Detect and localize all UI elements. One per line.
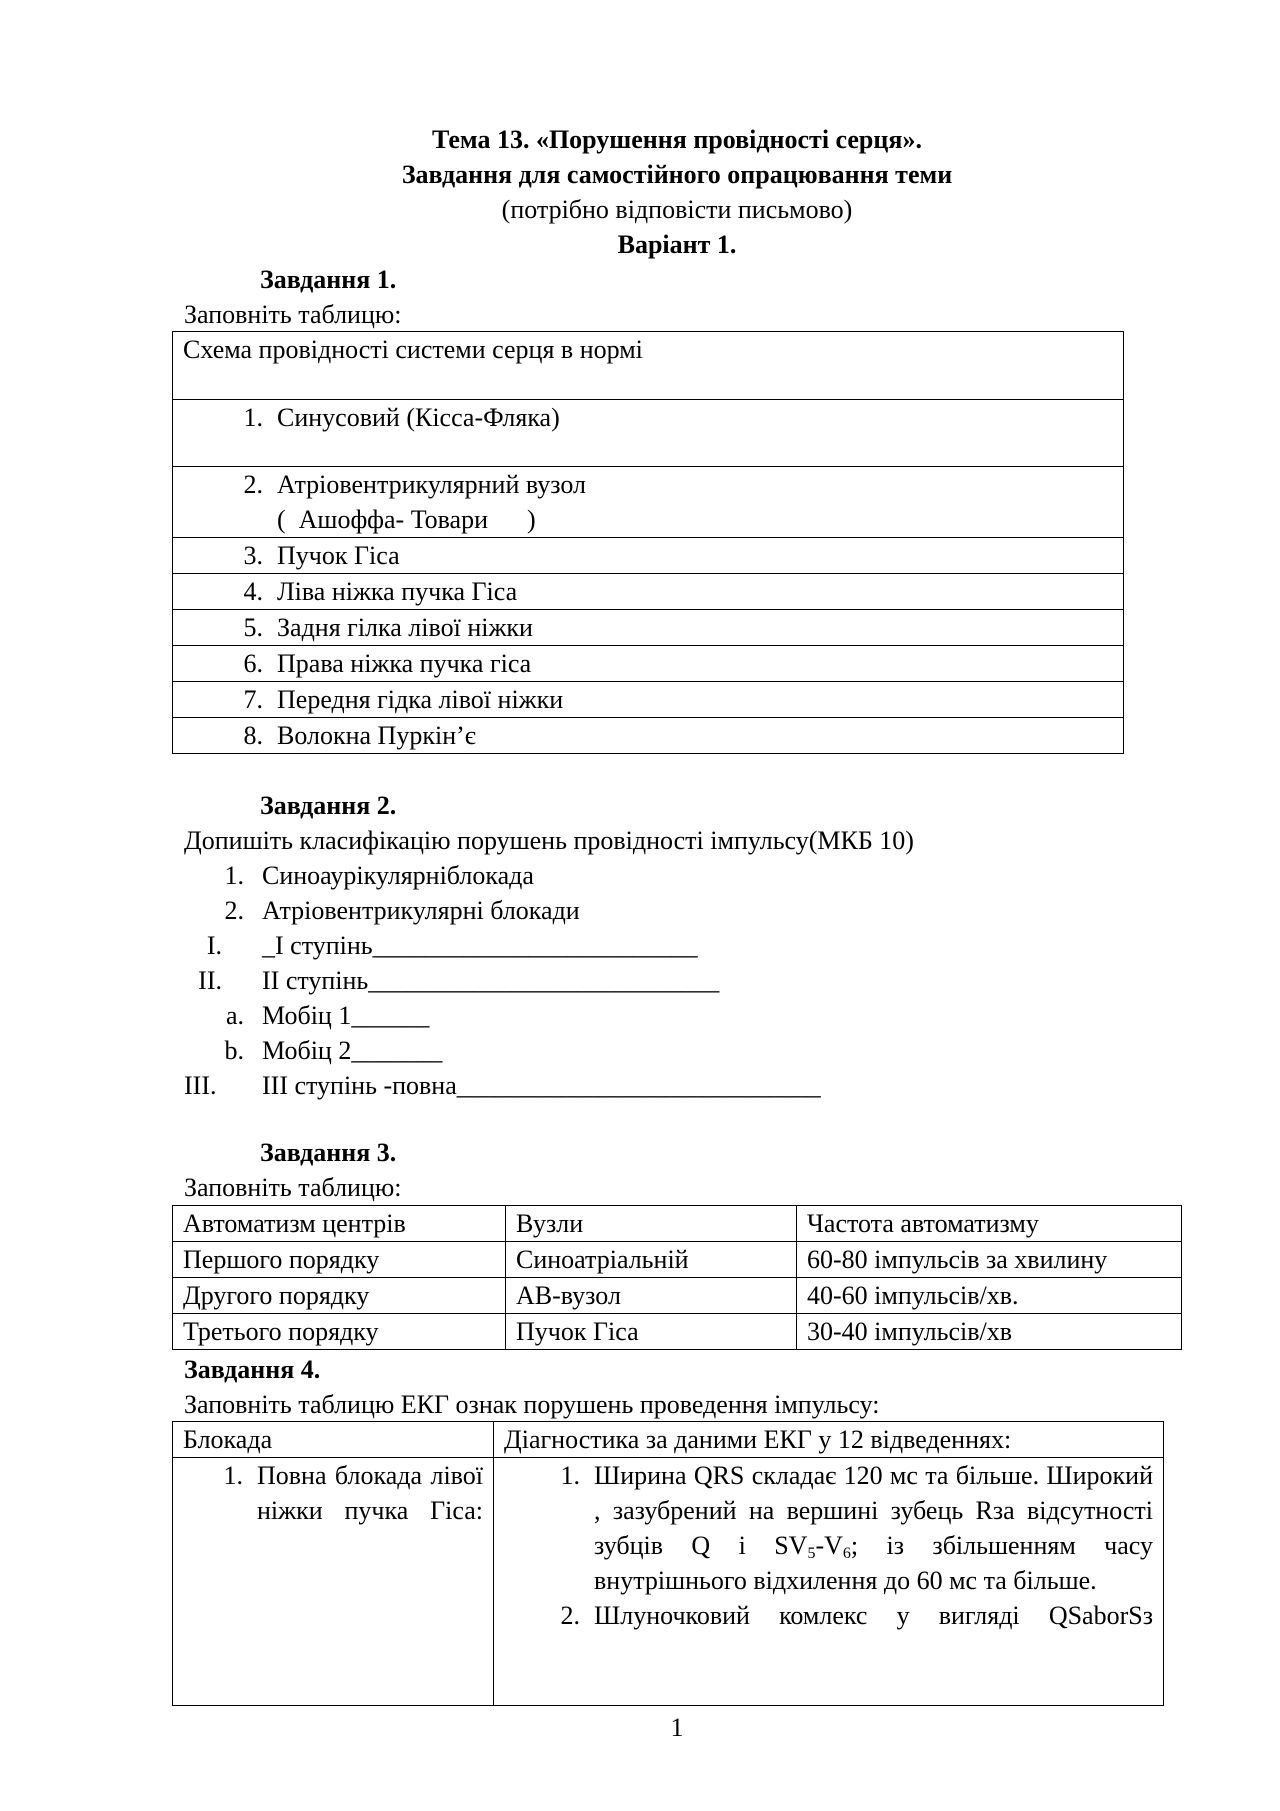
task1-table-header: Схема провідності системи серця в нормі bbox=[173, 332, 1124, 400]
list-item: 1. Синоаурікулярніблокада bbox=[224, 861, 534, 890]
column-header: Вузли bbox=[506, 1206, 797, 1242]
column-header: Автоматизм центрів bbox=[173, 1206, 506, 1242]
assignment-note: (потрібно відповісти письмово) bbox=[501, 195, 853, 224]
table-row bbox=[173, 610, 1124, 646]
variant-title: Варіант 1. bbox=[617, 230, 737, 259]
page-number: 1 bbox=[670, 1713, 684, 1742]
task3-table bbox=[172, 1205, 1182, 1350]
task2-instruction: Допишіть класифікацію порушень провідності імпульсу(МКБ 10) bbox=[184, 826, 914, 855]
table-row: Другого порядку АВ-вузол 40-60 імпульсів/хв. bbox=[173, 1278, 1182, 1314]
list-item: III. ІІІ ступінь -повна____________________________ bbox=[184, 1071, 821, 1100]
task3-instruction: Заповніть таблицю: bbox=[184, 1173, 402, 1202]
table-row bbox=[173, 1458, 1164, 1706]
task3-title: Завдання 3. bbox=[260, 1138, 397, 1167]
list-item: 1. Повна блокада лівої ніжки пучка Гіса: bbox=[223, 1461, 483, 1525]
topic-title: Тема 13. «Порушення провідності серця». bbox=[432, 125, 922, 154]
assignment-title: Завдання для самостійного опрацювання теми bbox=[401, 160, 953, 189]
task1-title: Завдання 1. bbox=[260, 265, 397, 294]
table-row: Третього порядку Пучок Гіса 30-40 імпульсів/хв bbox=[173, 1314, 1182, 1350]
table-row bbox=[173, 538, 1124, 574]
task1-instruction: Заповніть таблицю: bbox=[184, 300, 402, 329]
list-item: 2. Атріовентрикулярний вузол ( Ашоффа- Товари ) bbox=[243, 470, 586, 534]
table-row bbox=[173, 682, 1124, 718]
list-item: b. Мобіц 2_______ bbox=[224, 1036, 443, 1065]
list-item: 7. Передня гідка лівої ніжки bbox=[243, 685, 564, 714]
classification-list bbox=[184, 858, 821, 1103]
task4-title: Завдання 4. bbox=[184, 1355, 321, 1384]
list-item: 5. Задня гілка лівої ніжки bbox=[243, 613, 533, 642]
list-item: 2. Атріовентрикулярні блокади bbox=[224, 896, 580, 925]
table-row bbox=[173, 332, 1124, 400]
table-row bbox=[173, 718, 1124, 754]
table-row bbox=[173, 646, 1124, 682]
table-header-row bbox=[173, 1422, 1164, 1458]
column-header: Блокада bbox=[173, 1422, 494, 1458]
list-item: 1. Синусовий (Кісса-Фляка) bbox=[243, 403, 560, 432]
list-item: 8. Волокна Пуркін’є bbox=[243, 721, 476, 750]
table-row bbox=[173, 467, 1124, 538]
column-header: Діагностика за даними ЕКГ у 12 відведеннях: bbox=[494, 1422, 1164, 1458]
task2-title: Завдання 2. bbox=[260, 791, 397, 820]
task4-instruction: Заповніть таблицю ЕКГ ознак порушень проведення імпульсу: bbox=[184, 1390, 880, 1419]
list-item: 1. Ширина QRS складає 120 мс та більше. Широкий , зазубрений на вершині зубець Rза відсутності зубців Q і $SV_5-V_6$; із збільшенням часу внутрішнього відхилення до 60 мс та більше. bbox=[560, 1461, 1153, 1595]
list-item: 4. Ліва ніжка пучка Гіса bbox=[243, 577, 518, 606]
list-item: 6. Права ніжка пучка гіса bbox=[243, 649, 532, 678]
table-row: Першого порядку Синоатріальній 60-80 імпульсів за хвилину bbox=[173, 1242, 1182, 1278]
table-header-row bbox=[173, 1206, 1182, 1242]
list-item: a. Мобіц 1______ bbox=[225, 1001, 430, 1030]
column-header: Частота автоматизму bbox=[797, 1206, 1182, 1242]
list-item: I. _І ступінь_________________________ bbox=[206, 931, 698, 960]
task4-table bbox=[172, 1421, 1164, 1706]
list-item: 3. Пучок Гіса bbox=[243, 541, 400, 570]
table-row bbox=[173, 400, 1124, 467]
list-item: II. ІІ ступінь___________________________ bbox=[198, 966, 720, 995]
list-item: 2. Шлуночковий комлекс у вигляді QSaborSз bbox=[560, 1601, 1153, 1630]
table-row bbox=[173, 574, 1124, 610]
task1-table bbox=[172, 331, 1124, 754]
